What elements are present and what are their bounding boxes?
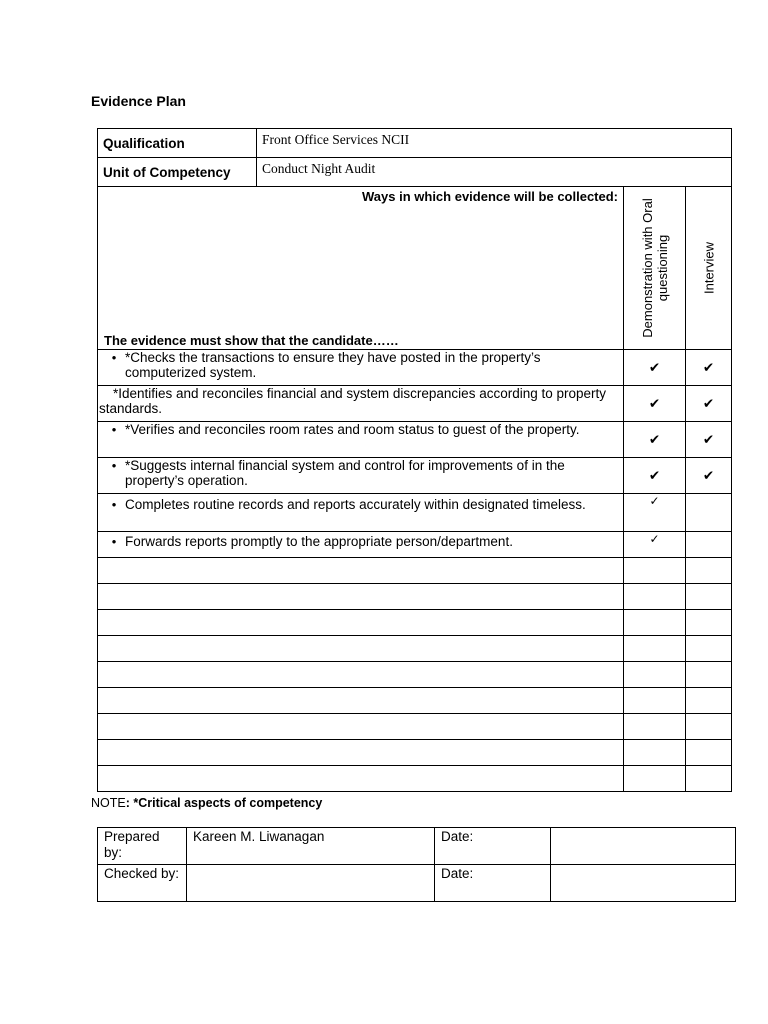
bullet: •	[111, 534, 117, 549]
signoff-table	[97, 827, 736, 902]
qualification-value: Front Office Services NCII	[257, 129, 732, 158]
demo-check-icon: ✔	[624, 422, 686, 458]
interview-check-icon	[686, 532, 732, 558]
method-interview-label: Interview	[701, 241, 717, 295]
interview-check-icon: ✔	[686, 350, 732, 386]
criterion-text: *Checks the transactions to ensure they have posted in the property’s computerized system.	[125, 350, 541, 380]
must-show-heading: The evidence must show that the candidate……	[104, 333, 399, 348]
note-prefix: NOTE	[91, 796, 126, 810]
empty-row	[98, 740, 732, 766]
criterion-text: Completes routine records and reports accurately within designated timeless.	[125, 497, 586, 512]
method-demonstration-header	[624, 187, 686, 350]
prepared-by-name: Kareen M. Liwanagan	[187, 828, 435, 865]
evidence-header-cell	[98, 187, 624, 350]
criterion-text: *Identifies and reconciles financial and system discrepancies according to property standards.	[99, 386, 607, 416]
ways-heading: Ways in which evidence will be collected:	[362, 189, 618, 204]
table-row	[98, 422, 732, 458]
interview-check-icon: ✔	[686, 386, 732, 422]
table-row	[98, 350, 732, 386]
checked-date-label: Date:	[435, 865, 551, 902]
interview-check-icon: ✔	[686, 422, 732, 458]
table-row	[98, 494, 732, 532]
empty-row	[98, 636, 732, 662]
prepared-date-value	[551, 828, 736, 865]
empty-row	[98, 584, 732, 610]
criterion-cell	[98, 532, 624, 558]
prepared-date-label: Date:	[435, 828, 551, 865]
criterion-cell	[98, 386, 624, 422]
empty-row	[98, 714, 732, 740]
note	[91, 796, 322, 810]
evidence-plan-table	[97, 128, 732, 792]
empty-row	[98, 558, 732, 584]
demo-check-icon: ✓	[624, 494, 686, 532]
bullet: •	[111, 497, 117, 512]
page-title: Evidence Plan	[91, 93, 186, 109]
interview-check-icon: ✔	[686, 458, 732, 494]
bullet: •	[111, 458, 117, 473]
prepared-by-label: Prepared by:	[98, 828, 187, 865]
method-interview-header	[686, 187, 732, 350]
qualification-label: Qualification	[98, 129, 257, 158]
demo-check-icon: ✓	[624, 532, 686, 558]
checked-by-name	[187, 865, 435, 902]
interview-check-icon	[686, 494, 732, 532]
criterion-text: *Verifies and reconciles room rates and room status to guest of the property.	[125, 422, 580, 437]
checked-by-label: Checked by:	[98, 865, 187, 902]
empty-row	[98, 688, 732, 714]
bullet: •	[111, 350, 117, 365]
demo-check-icon: ✔	[624, 386, 686, 422]
criterion-text: *Suggests internal financial system and control for improvements of in the property’s operation.	[125, 458, 565, 488]
empty-row	[98, 610, 732, 636]
bullet: •	[111, 422, 117, 437]
criterion-cell	[98, 458, 624, 494]
demo-check-icon: ✔	[624, 458, 686, 494]
empty-row	[98, 766, 732, 792]
demo-check-icon: ✔	[624, 350, 686, 386]
table-row	[98, 458, 732, 494]
criterion-cell	[98, 422, 624, 458]
unit-label: Unit of Competency	[98, 158, 257, 187]
criterion-text: Forwards reports promptly to the appropriate person/department.	[125, 534, 513, 549]
note-text: *Critical aspects of competency	[133, 796, 323, 810]
method-demonstration-label: Demonstration with Oral questioning	[639, 198, 670, 338]
criterion-cell	[98, 350, 624, 386]
unit-value: Conduct Night Audit	[257, 158, 732, 187]
note-colon: :	[125, 796, 134, 810]
checked-date-value	[551, 865, 736, 902]
criterion-cell	[98, 494, 624, 532]
table-row	[98, 386, 732, 422]
table-row	[98, 532, 732, 558]
empty-row	[98, 662, 732, 688]
